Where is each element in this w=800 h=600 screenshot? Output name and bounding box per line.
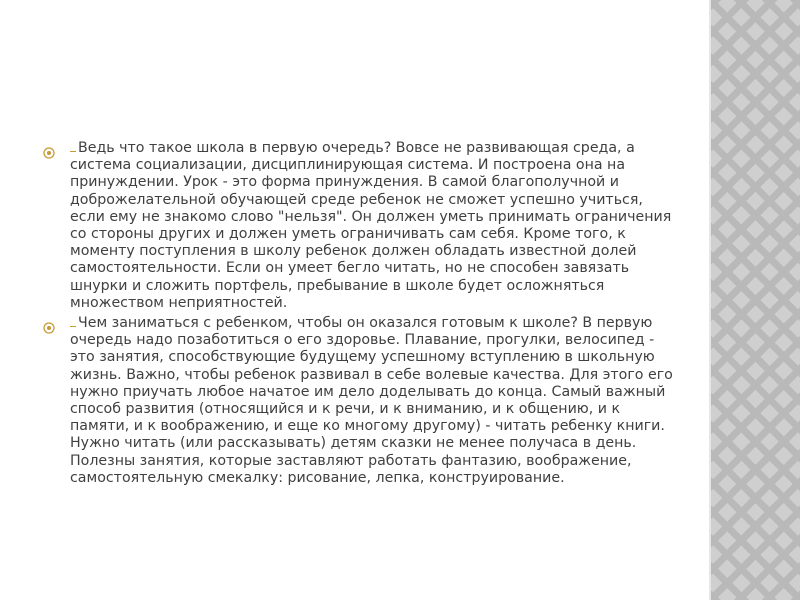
- circle-target-icon: [42, 321, 56, 335]
- slide-content: [42, 140, 682, 490]
- circle-target-icon: [42, 146, 56, 160]
- paragraph-text: [70, 140, 682, 312]
- underscore-mark: [70, 316, 76, 327]
- bullet-item-preparation: [42, 315, 682, 487]
- bullet-list: [42, 140, 682, 487]
- decorative-side-panel: [711, 0, 800, 600]
- paragraph-2: Чем заниматься с ребенком, чтобы он оказался готовым к школе? В первую очередь надо позаботиться о его здоровье. Плавание, прогулки, велосипед - это занятия, способствующие будущему успешному вступлению в школьную жизнь. Важно, чтобы ребенок развивал в себе волевые качества. Для этого его нужно приучать любое начатое им дело доделывать до конца. Самый важный способ развития (относящийся и к речи, и к вниманию, и к общению, и к памяти, и к воображению, и еще ко многому другому) - читать ребенку книги. Нужно читать (или рассказывать) детям сказки не менее получаса в день. Полезны занятия, которые заставляют работать фантазию, воображение, самостоятельную смекалку: рисование, лепка, конструирование.: [70, 315, 673, 486]
- bullet-item-school-definition: [42, 140, 682, 312]
- paragraph-1: Ведь что такое школа в первую очередь? Вовсе не развивающая среда, а система социализации, дисциплинирующая система. И построена она на принуждении. Урок - это форма принуждения. В самой благополучной и доброжелательной обучающей среде ребенок не сможет успешно учиться, если ему не знакомо слово "нельзя". Он должен уметь принимать ограничения со стороны других и должен уметь ограничивать сам себя. Кроме того, к моменту поступления в школу ребенок должен обладать известной долей самостоятельности. Если он умеет бегло читать, но не способен завязать шнурки и сложить портфель, пребывание в школе будет осложняться множеством неприятностей.: [70, 140, 672, 311]
- paragraph-text: [70, 315, 682, 487]
- underscore-mark: [70, 141, 76, 152]
